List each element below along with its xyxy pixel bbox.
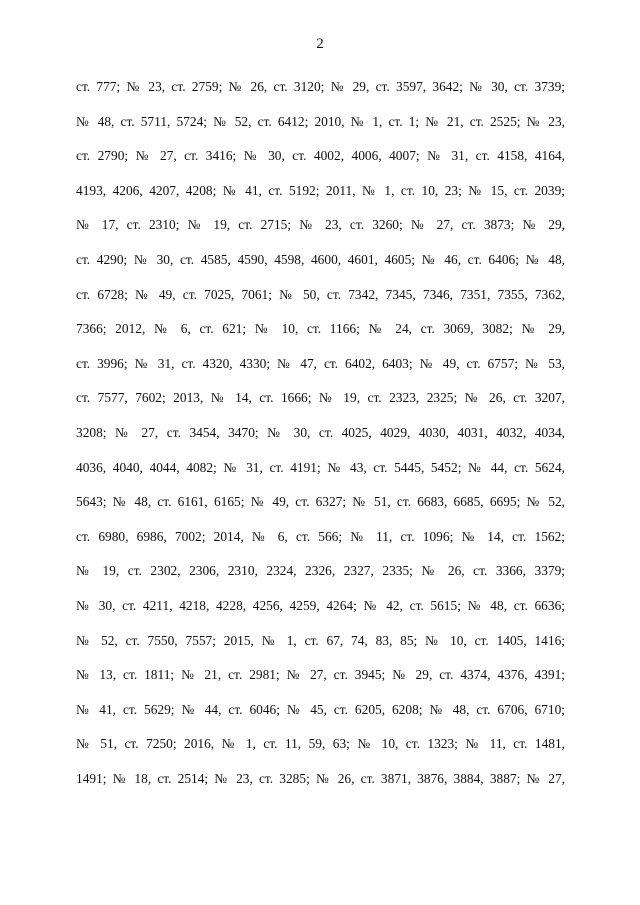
text-line-15: № 19, ст. 2302, 2306, 2310, 2324, 2326, 2327, 2335; № 26, ст. 3366, 3379;: [76, 563, 565, 579]
text-line-11: 3208; № 27, ст. 3454, 3470; № 30, ст. 4025, 4029, 4030, 4031, 4032, 4034,: [76, 424, 565, 440]
text-line-3: ст. 2790; № 27, ст. 3416; № 30, ст. 4002, 4006, 4007; № 31, ст. 4158, 4164,: [76, 148, 565, 164]
text-line-18: № 13, ст. 1811; № 21, ст. 2981; № 27, ст. 3945; № 29, ст. 4374, 4376, 4391;: [76, 667, 565, 683]
text-line-14: ст. 6980, 6986, 7002; 2014, № 6, ст. 566; № 11, ст. 1096; № 14, ст. 1562;: [76, 528, 565, 544]
text-line-20: № 51, ст. 7250; 2016, № 1, ст. 11, 59, 63; № 10, ст. 1323; № 11, ст. 1481,: [76, 736, 565, 752]
text-line-17: № 52, ст. 7550, 7557; 2015, № 1, ст. 67, 74, 83, 85; № 10, ст. 1405, 1416;: [76, 632, 565, 648]
text-line-12: 4036, 4040, 4044, 4082; № 31, ст. 4191; № 43, ст. 5445, 5452; № 44, ст. 5624,: [76, 459, 565, 475]
text-line-4: 4193, 4206, 4207, 4208; № 41, ст. 5192; 2011, № 1, ст. 10, 23; № 15, ст. 2039;: [76, 182, 565, 198]
page-number: 2: [316, 36, 324, 52]
text-line-16: № 30, ст. 4211, 4218, 4228, 4256, 4259, 4264; № 42, ст. 5615; № 48, ст. 6636;: [76, 597, 565, 613]
text-line-19: № 41, ст. 5629; № 44, ст. 6046; № 45, ст. 6205, 6208; № 48, ст. 6706, 6710;: [76, 701, 565, 717]
text-line-2: № 48, ст. 5711, 5724; № 52, ст. 6412; 2010, № 1, ст. 1; № 21, ст. 2525; № 23,: [76, 113, 565, 129]
text-line-6: ст. 4290; № 30, ст. 4585, 4590, 4598, 4600, 4601, 4605; № 46, ст. 6406; № 48,: [76, 251, 565, 267]
text-line-1: ст. 777; № 23, ст. 2759; № 26, ст. 3120; № 29, ст. 3597, 3642; № 30, ст. 3739;: [76, 79, 565, 94]
text-line-21: 1491; № 18, ст. 2514; № 23, ст. 3285; № 26, ст. 3871, 3876, 3884, 3887; № 27,: [76, 770, 565, 786]
text-line-13: 5643; № 48, ст. 6161, 6165; № 49, ст. 6327; № 51, ст. 6683, 6685, 6695; № 52,: [76, 494, 565, 510]
text-line-5: № 17, ст. 2310; № 19, ст. 2715; № 23, ст. 3260; № 27, ст. 3873; № 29,: [76, 217, 565, 233]
document-body: [76, 70, 565, 796]
text-line-8: 7366; 2012, № 6, ст. 621; № 10, ст. 1166; № 24, ст. 3069, 3082; № 29,: [76, 321, 565, 337]
text-line-7: ст. 6728; № 49, ст. 7025, 7061; № 50, ст. 7342, 7345, 7346, 7351, 7355, 7362,: [76, 286, 565, 302]
text-line-9: ст. 3996; № 31, ст. 4320, 4330; № 47, ст. 6402, 6403; № 49, ст. 6757; № 53,: [76, 355, 565, 371]
text-line-10: ст. 7577, 7602; 2013, № 14, ст. 1666; № 19, ст. 2323, 2325; № 26, ст. 3207,: [76, 390, 565, 406]
